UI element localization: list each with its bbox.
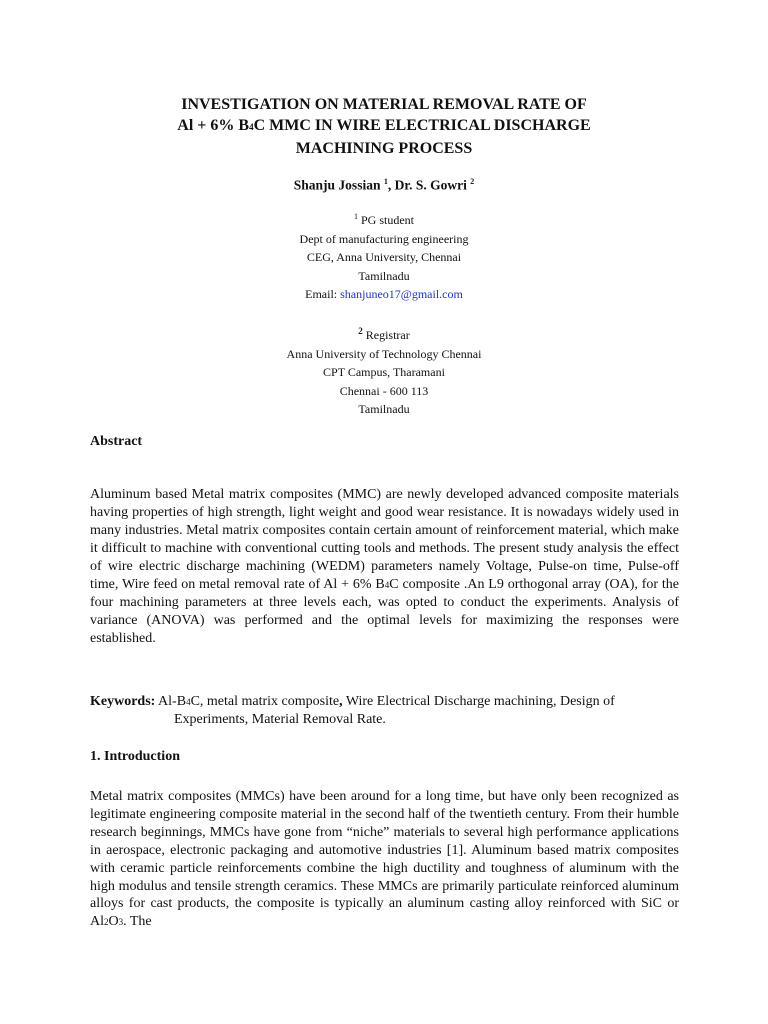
- author-2-affiliation-mark: 2: [470, 177, 475, 186]
- affiliation-1-role: [150, 208, 618, 230]
- affiliation-2-role-text: Registrar: [365, 328, 410, 342]
- affiliation-1-mark: 1: [353, 212, 358, 221]
- email-label: Email:: [305, 287, 341, 301]
- author-2: Dr. S. Gowri: [394, 177, 467, 193]
- keyword-1-part-b: C, metal matrix composite: [190, 694, 340, 709]
- introduction-text-mid: O: [108, 914, 119, 930]
- title-line-2-part-b: C MMC IN WIRE ELECTRICAL DISCHARGE: [253, 117, 591, 134]
- keywords-block: [90, 693, 679, 729]
- introduction-subscript-2: 3: [118, 917, 124, 928]
- affiliation-1-org: CEG, Anna University, Chennai: [306, 250, 462, 264]
- abstract-text-part-a: Aluminum based Metal matrix composites (MMC) are newly developed advanced composite materials having properties of high strength, light weight and good wear resistance. It is nowadays widely used in many industries. Metal matrix composites contain certain amount of reinforcement material, which make it difficult to machine with conventional cutting tools and methods. The present study analysis the effect of wire electric discharge machining (WEDM) parameters namely Voltage, Pulse-on time, Pulse-off time, Wire feed on metal removal rate of Al + 6% B: [90, 487, 679, 592]
- affiliation-2: [150, 322, 618, 419]
- affiliation-2-mark: 2: [358, 326, 363, 336]
- introduction-heading: 1. Introduction: [90, 749, 180, 764]
- affiliation-2-state: Tamilnadu: [358, 402, 410, 416]
- introduction-text-part-a: Metal matrix composites (MMCs) have been around for a long time, but have only been recognized as legitimate engineering composite material in the second half of the twentieth century. From their humble research beginnings, MMCs have gone from “niche” materials to several high performance applications in aerospace, electronic packaging and automotive industries [1]. Aluminum based matrix composites with ceramic particle reinforcements combine the high ductility and toughness of aluminum with the high modulus and tensile strength ceramics. These MMCs are primarily particulate reinforced aluminum alloys for cast products, the composite is typically an aluminum casting alloy reinforced with SiC or Al: [90, 789, 679, 930]
- introduction-paragraph: [90, 788, 679, 932]
- title-line-1: INVESTIGATION ON MATERIAL REMOVAL RATE OF: [181, 96, 587, 113]
- keyword-bold-comma: ,: [339, 694, 343, 709]
- introduction-text-part-b: . The: [123, 914, 152, 930]
- author-list: [120, 177, 648, 194]
- affiliation-1-dept: Dept of manufacturing engineering: [299, 231, 469, 246]
- affiliation-1-email: [150, 285, 618, 304]
- author-1: Shanju Jossian: [293, 177, 381, 193]
- author-separator: ,: [387, 177, 395, 193]
- affiliation-2-org: Anna University of Technology Chennai: [286, 346, 482, 361]
- keywords-label: Keywords:: [90, 694, 156, 709]
- abstract-paragraph: [90, 486, 679, 648]
- title-line-2: [120, 115, 648, 138]
- affiliation-1: [150, 208, 618, 304]
- keywords-rest-line-2: Experiments, Material Removal Rate.: [174, 712, 386, 727]
- title-line-3: MACHINING PROCESS: [295, 140, 473, 157]
- introduction-subscript-1: 2: [104, 917, 109, 928]
- abstract-text-part-b: C composite .An L9 orthogonal array (OA), for the four machining parameters at three levels each, was opted to conduct the experiments. Analysis of variance (ANOVA) was performed and the optimal levels for maximizing the responses were established.: [90, 576, 679, 647]
- keyword-1-part-a: Al-B: [155, 694, 187, 709]
- affiliation-2-campus: CPT Campus, Tharamani: [323, 365, 445, 379]
- abstract-subscript: 4: [384, 579, 390, 590]
- email-link[interactable]: shanjuneo17@gmail.com: [340, 287, 463, 301]
- affiliation-1-state: Tamilnadu: [358, 268, 410, 283]
- affiliation-2-role: [150, 322, 618, 345]
- paper-title: [120, 94, 648, 159]
- keyword-1-subscript: 4: [186, 697, 191, 707]
- title-line-2-part-a: Al + 6% B: [177, 117, 250, 134]
- title-line-2-subscript: 4: [249, 122, 254, 132]
- keywords-rest-line-1: Wire Electrical Discharge machining, Design of: [342, 694, 615, 709]
- abstract-heading: Abstract: [90, 434, 143, 449]
- author-1-affiliation-mark: 1: [383, 177, 388, 186]
- affiliation-2-city: Chennai - 600 113: [339, 383, 429, 398]
- affiliation-1-role-text: PG student: [360, 213, 414, 227]
